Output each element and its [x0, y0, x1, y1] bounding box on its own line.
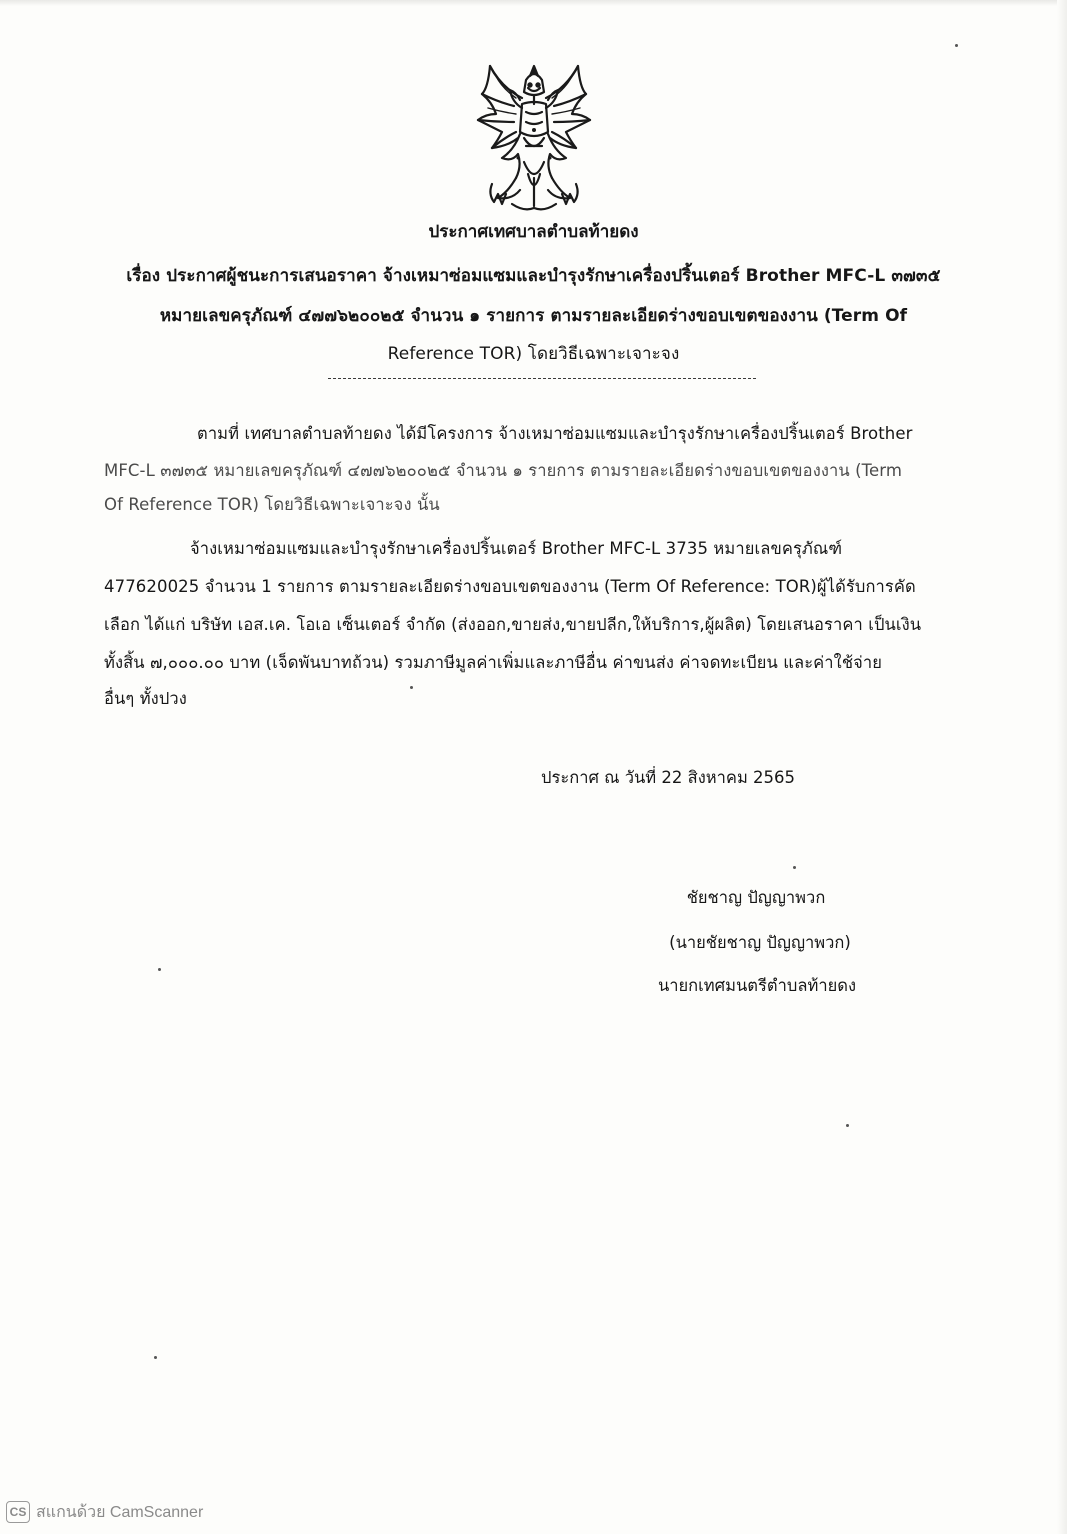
scan-edge-top — [0, 0, 1067, 6]
signature-name: ชัยชาญ ปัญญาพวก — [686, 888, 826, 907]
scan-speck — [955, 44, 958, 47]
subject-line-1-text: ประกาศผู้ชนะการเสนอราคา จ้างเหมาซ่อมแซมและบำรุงรักษาเครื่องปริ้นเตอร์ Brother MFC-L ๓๗๓๕ — [166, 266, 941, 286]
paragraph-2-line-5: อื่นๆ ทั้งปวง — [104, 689, 187, 708]
subject-line-2: หมายเลขครุภัณฑ์ ๔๗๗๖๒๐๐๒๕ จำนวน ๑ รายการ ตามรายละเอียดร่างขอบเขตของงาน (Term Of — [159, 306, 908, 326]
announcement-title: ประกาศเทศบาลตำบลท้ายดง — [428, 222, 639, 242]
scan-speck — [793, 866, 796, 869]
camscanner-watermark — [6, 1500, 203, 1524]
paragraph-1-line-1: ตามที่ เทศบาลตำบลท้ายดง ได้มีโครงการ จ้างเหมาซ่อมแซมและบำรุงรักษาเครื่องปริ้นเตอร์ Brother — [197, 424, 913, 443]
paragraph-2-line-3: เลือก ได้แก่ บริษัท เอส.เค. โอเอ เซ็นเตอร์ จำกัด (ส่งออก,ขายส่ง,ขายปลีก,ให้บริการ,ผู้ผลิต) โดยเสนอราคา เป็นเงิน — [104, 615, 922, 634]
divider-line — [328, 378, 756, 379]
subject-label: เรื่อง — [126, 266, 161, 286]
camscanner-logo-icon: CS — [6, 1501, 30, 1523]
scan-speck — [410, 686, 413, 689]
signature-position: นายกเทศมนตรีตำบลท้ายดง — [657, 976, 857, 995]
paragraph-1-line-2: MFC-L ๓๗๓๕ หมายเลขครุภัณฑ์ ๔๗๗๖๒๐๐๒๕ จำนวน ๑ รายการ ตามรายละเอียดร่างขอบเขตของงาน (Term — [104, 461, 903, 480]
scan-speck — [158, 968, 161, 971]
subject-line-1 — [0, 262, 1067, 289]
scan-speck — [846, 1124, 849, 1127]
paragraph-2-line-1: จ้างเหมาซ่อมแซมและบำรุงรักษาเครื่องปริ้นเตอร์ Brother MFC-L 3735 หมายเลขครุภัณฑ์ — [190, 539, 843, 558]
garuda-emblem-icon — [468, 58, 600, 218]
paragraph-2-line-4: ทั้งสิ้น ๗,๐๐๐.๐๐ บาท (เจ็ดพันบาทถ้วน) รวมภาษีมูลค่าเพิ่มและภาษีอื่น ค่าขนส่ง ค่าจดทะเบียน และค่าใช้จ่าย — [104, 653, 883, 672]
scan-speck — [154, 1356, 157, 1359]
camscanner-text: สแกนด้วย CamScanner — [36, 1503, 204, 1521]
announcement-date: ประกาศ ณ วันที่ 22 สิงหาคม 2565 — [541, 768, 796, 787]
signature-full-name: (นายชัยชาญ ปัญญาพวก) — [669, 933, 851, 952]
paragraph-2-line-2: 477620025 จำนวน 1 รายการ ตามรายละเอียดร่างขอบเขตของงาน (Term Of Reference: TOR)ผู้ได้รับการคัด — [104, 577, 916, 596]
subject-line-3: Reference TOR) โดยวิธีเฉพาะเจาะจง — [387, 344, 680, 364]
paragraph-1-line-3: Of Reference TOR) โดยวิธีเฉพาะเจาะจง นั้น — [104, 495, 440, 514]
